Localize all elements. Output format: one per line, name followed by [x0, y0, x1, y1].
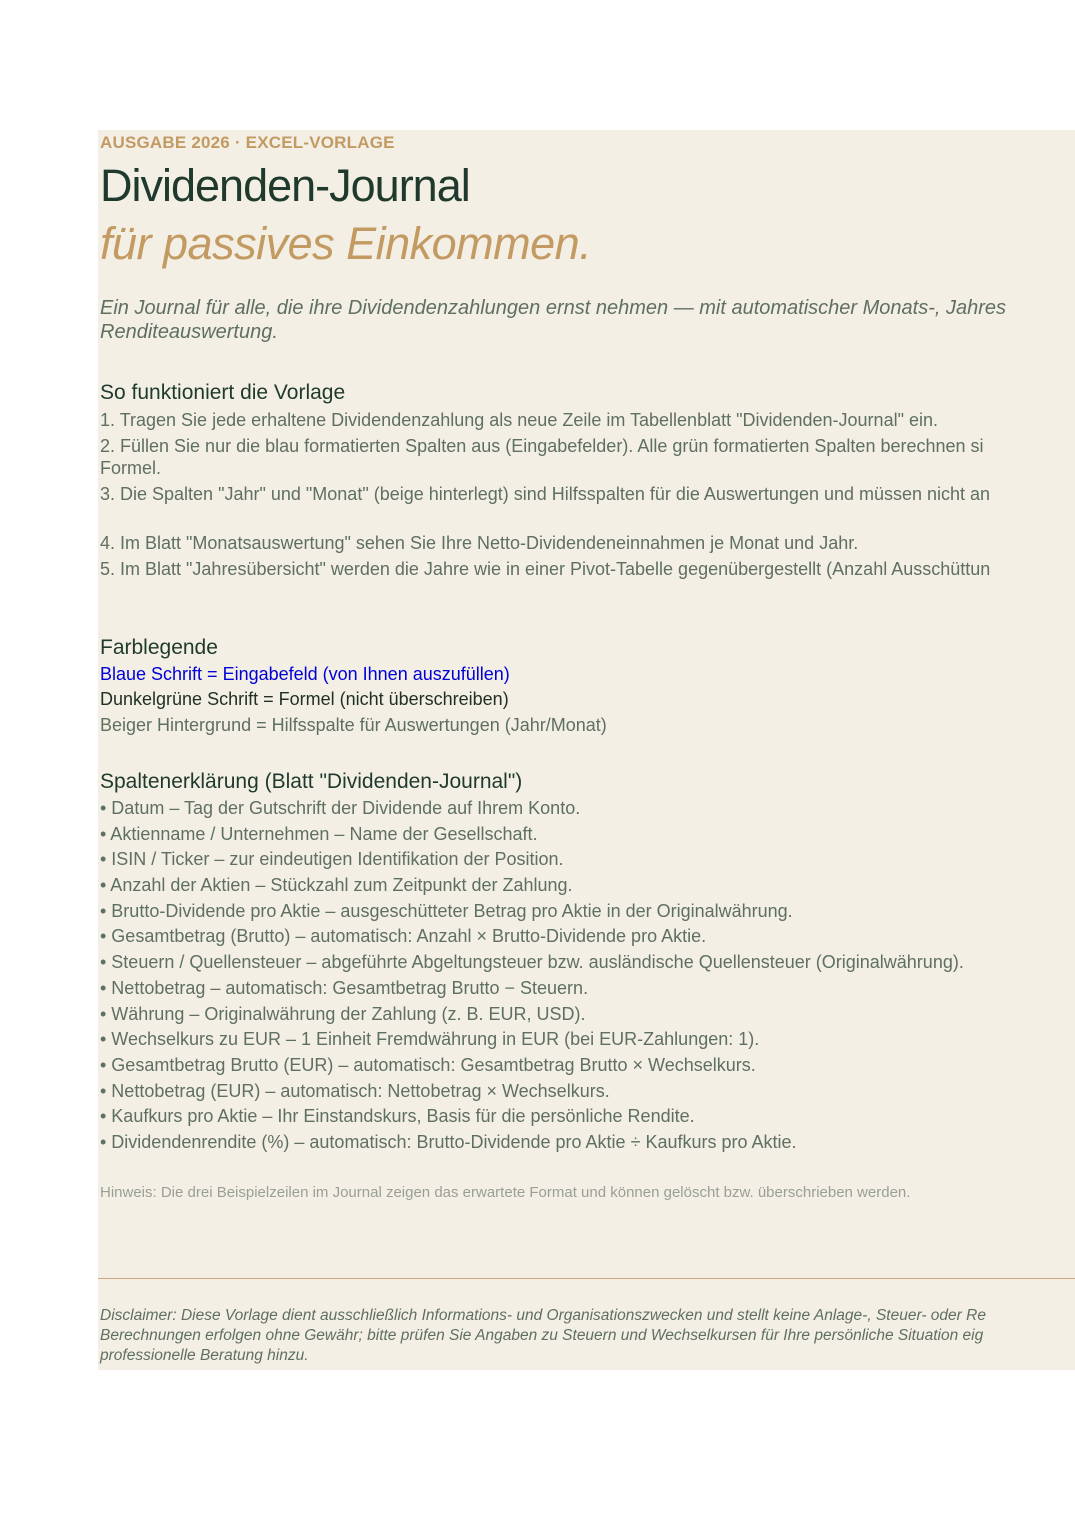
disclaimer-line: professionelle Beratung hinzu. — [100, 1347, 309, 1364]
howto-line: 2. Füllen Sie nur die blau formatierten Spalten aus (Eingabefelder). Alle grün formatierten Spalten berechnen si — [100, 436, 984, 456]
disclaimer-line: Berechnungen erfolgen ohne Gewähr; bitte prüfen Sie Angaben zu Steuern und Wechselkursen für Ihre persönliche Situation eig — [100, 1327, 984, 1344]
page-title: Dividenden-Journal — [100, 160, 470, 211]
list-item: • Anzahl der Aktien – Stückzahl zum Zeitpunkt der Zahlung. — [100, 875, 573, 895]
list-item: • Brutto-Dividende pro Aktie – ausgeschütteter Betrag pro Aktie in der Originalwährung. — [100, 901, 793, 921]
list-item: • Nettobetrag – automatisch: Gesamtbetrag Brutto − Steuern. — [100, 978, 589, 998]
list-item: • Gesamtbetrag Brutto (EUR) – automatisch: Gesamtbetrag Brutto × Wechselkurs. — [100, 1055, 756, 1075]
legend-beige: Beiger Hintergrund = Hilfsspalte für Auswertungen (Jahr/Monat) — [100, 715, 607, 735]
howto-line: 1. Tragen Sie jede erhaltene Dividendenzahlung als neue Zeile im Tabellenblatt "Dividenden-Journal" ein. — [100, 410, 938, 430]
legend-heading: Farblegende — [100, 636, 218, 659]
eyebrow: AUSGABE 2026 · EXCEL-VORLAGE — [100, 133, 395, 152]
legend-blue: Blaue Schrift = Eingabefeld (von Ihnen auszufüllen) — [100, 664, 510, 684]
lead-line: Renditeauswertung. — [100, 321, 278, 343]
disclaimer-line: Disclaimer: Diese Vorlage dient ausschließlich Informations- und Organisationszwecken und stellt keine Anlage-, Steuer- oder Re — [100, 1307, 986, 1324]
list-item: • ISIN / Ticker – zur eindeutigen Identifikation der Position. — [100, 849, 564, 869]
list-item: • Dividendenrendite (%) – automatisch: Brutto-Dividende pro Aktie ÷ Kaufkurs pro Aktie. — [100, 1132, 797, 1152]
list-item: • Währung – Originalwährung der Zahlung (z. B. EUR, USD). — [100, 1004, 586, 1024]
legend-green: Dunkelgrüne Schrift = Formel (nicht überschreiben) — [100, 689, 509, 709]
list-item: • Steuern / Quellensteuer – abgeführte Abgeltungsteuer bzw. ausländische Quellensteuer (Originalwährung). — [100, 952, 964, 972]
document-sheet — [98, 130, 1075, 1370]
lead-line: Ein Journal für alle, die ihre Dividendenzahlungen ernst nehmen — mit automatischer Monats-, Jahres — [100, 297, 1007, 319]
list-item: • Aktienname / Unternehmen – Name der Gesellschaft. — [100, 824, 538, 844]
howto-line: 3. Die Spalten "Jahr" und "Monat" (beige hinterlegt) sind Hilfsspalten für die Auswertungen und müssen nicht an — [100, 484, 991, 504]
columns-heading: Spaltenerklärung (Blatt "Dividenden-Journal") — [100, 770, 523, 793]
list-item: • Kaufkurs pro Aktie – Ihr Einstandskurs, Basis für die persönliche Rendite. — [100, 1106, 695, 1126]
page-subtitle: für passives Einkommen. — [100, 218, 592, 269]
howto-line: 5. Im Blatt "Jahresübersicht" werden die Jahre wie in einer Pivot-Tabelle gegenübergestellt (Anzahl Ausschüttun — [100, 559, 991, 579]
howto-line: 4. Im Blatt "Monatsauswertung" sehen Sie Ihre Netto-Dividendeneinnahmen je Monat und Jahr. — [100, 533, 859, 553]
divider — [98, 1278, 1075, 1279]
list-item: • Gesamtbetrag (Brutto) – automatisch: Anzahl × Brutto-Dividende pro Aktie. — [100, 926, 707, 946]
list-item: • Datum – Tag der Gutschrift der Dividende auf Ihrem Konto. — [100, 798, 581, 818]
howto-line: Formel. — [100, 458, 162, 478]
howto-heading: So funktioniert die Vorlage — [100, 381, 346, 404]
list-item: • Nettobetrag (EUR) – automatisch: Nettobetrag × Wechselkurs. — [100, 1081, 610, 1101]
list-item: • Wechselkurs zu EUR – 1 Einheit Fremdwährung in EUR (bei EUR-Zahlungen: 1). — [100, 1029, 760, 1049]
hint-text: Hinweis: Die drei Beispielzeilen im Journal zeigen das erwartete Format und können gelöscht bzw. überschrieben werden. — [100, 1184, 911, 1201]
